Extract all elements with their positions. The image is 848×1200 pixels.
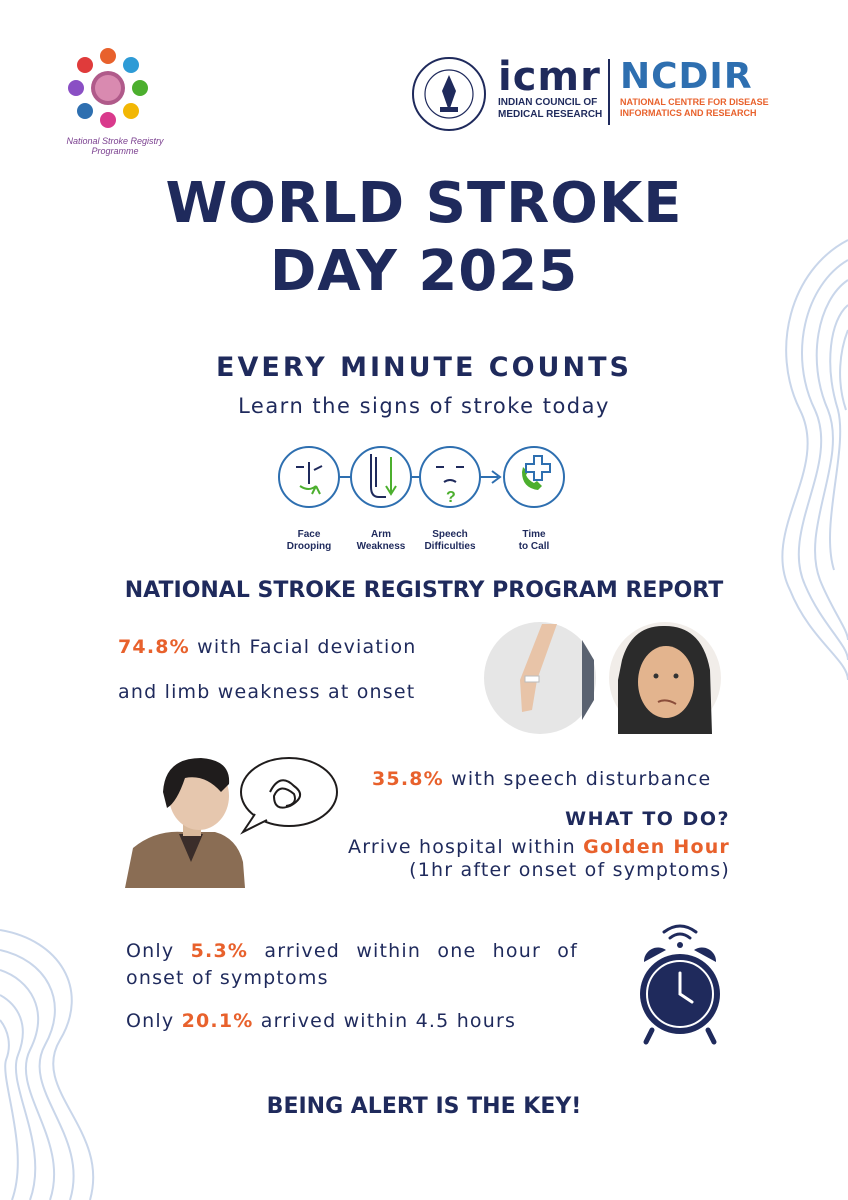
face-photo-icon bbox=[609, 622, 721, 734]
phone-call-icon bbox=[522, 456, 550, 490]
icmr-seal-icon bbox=[410, 55, 488, 133]
golden-hour-pre: Arrive hospital within bbox=[348, 836, 584, 858]
golden-hour-highlight: Golden Hour bbox=[583, 836, 730, 858]
facial-text-1: with Facial deviation bbox=[189, 636, 417, 658]
arrival-stat-1b: onset of symptoms bbox=[126, 967, 329, 989]
nsrp-logo bbox=[48, 40, 178, 160]
fast-label-face: Face Drooping bbox=[286, 529, 332, 552]
arrival-stat-1a: Only 5.3% arrived within one hour of bbox=[126, 940, 579, 962]
alarm-clock-icon bbox=[630, 918, 730, 1048]
facial-pct: 74.8% bbox=[118, 636, 190, 658]
icmr-subtitle-1: INDIAN COUNCIL OF bbox=[498, 97, 598, 108]
nsrp-logo-text: National Stroke Registry Programme bbox=[66, 136, 164, 156]
decorative-waves-left bbox=[0, 920, 160, 1200]
icmr-subtitle-2: MEDICAL RESEARCH bbox=[498, 109, 603, 120]
speech-pct: 35.8% bbox=[372, 768, 444, 790]
fast-icons bbox=[276, 442, 576, 522]
golden-hour-line bbox=[348, 836, 730, 858]
arrival-stat-2: Only 20.1% arrived within 4.5 hours bbox=[126, 1010, 517, 1032]
speech-person-illustration bbox=[125, 752, 345, 892]
golden-hour-note: (1hr after onset of symptoms) bbox=[409, 859, 730, 881]
closing-message: BEING ALERT IS THE KEY! bbox=[266, 1094, 582, 1119]
partner-logos bbox=[410, 55, 810, 135]
icmr-wordmark: icmr bbox=[498, 54, 601, 100]
fast-label-time: Time to Call bbox=[518, 529, 550, 552]
svg-text:?: ? bbox=[446, 489, 456, 506]
what-to-do-heading: WHAT TO DO? bbox=[565, 808, 730, 830]
arm-weakness-icon bbox=[371, 454, 396, 497]
facial-stat-line-2: and limb weakness at onset bbox=[118, 681, 416, 703]
page-title-line-2: DAY 2025 bbox=[269, 239, 579, 304]
report-heading: NATIONAL STROKE REGISTRY PROGRAM REPORT bbox=[124, 578, 724, 603]
ncdir-subtitle-1: NATIONAL CENTRE FOR DISEASE bbox=[620, 97, 769, 107]
ncdir-wordmark: NCDIR bbox=[620, 56, 753, 97]
arrival-pct-2: 20.1% bbox=[181, 1010, 254, 1032]
tagline: Learn the signs of stroke today bbox=[238, 394, 610, 418]
symptom-images bbox=[482, 620, 722, 738]
facial-stat-line-1 bbox=[118, 636, 470, 658]
logo-divider bbox=[608, 59, 610, 125]
fast-label-arm: Arm Weakness bbox=[356, 529, 406, 552]
speech-stat bbox=[372, 768, 711, 790]
page-title-line-1: WORLD STROKE bbox=[165, 171, 683, 236]
ncdir-subtitle-2: INFORMATICS AND RESEARCH bbox=[620, 108, 757, 118]
fast-label-speech: Speech Difficulties bbox=[424, 529, 476, 552]
arm-photo-icon bbox=[484, 622, 596, 734]
every-minute-counts: EVERY MINUTE COUNTS bbox=[216, 352, 632, 383]
arrival-pct-1: 5.3% bbox=[190, 940, 249, 962]
person-icon bbox=[125, 758, 245, 888]
face-drooping-icon bbox=[296, 462, 322, 494]
speech-bubble-icon bbox=[241, 758, 337, 832]
speech-difficulty-icon bbox=[436, 467, 464, 506]
speech-text: with speech disturbance bbox=[443, 768, 712, 790]
